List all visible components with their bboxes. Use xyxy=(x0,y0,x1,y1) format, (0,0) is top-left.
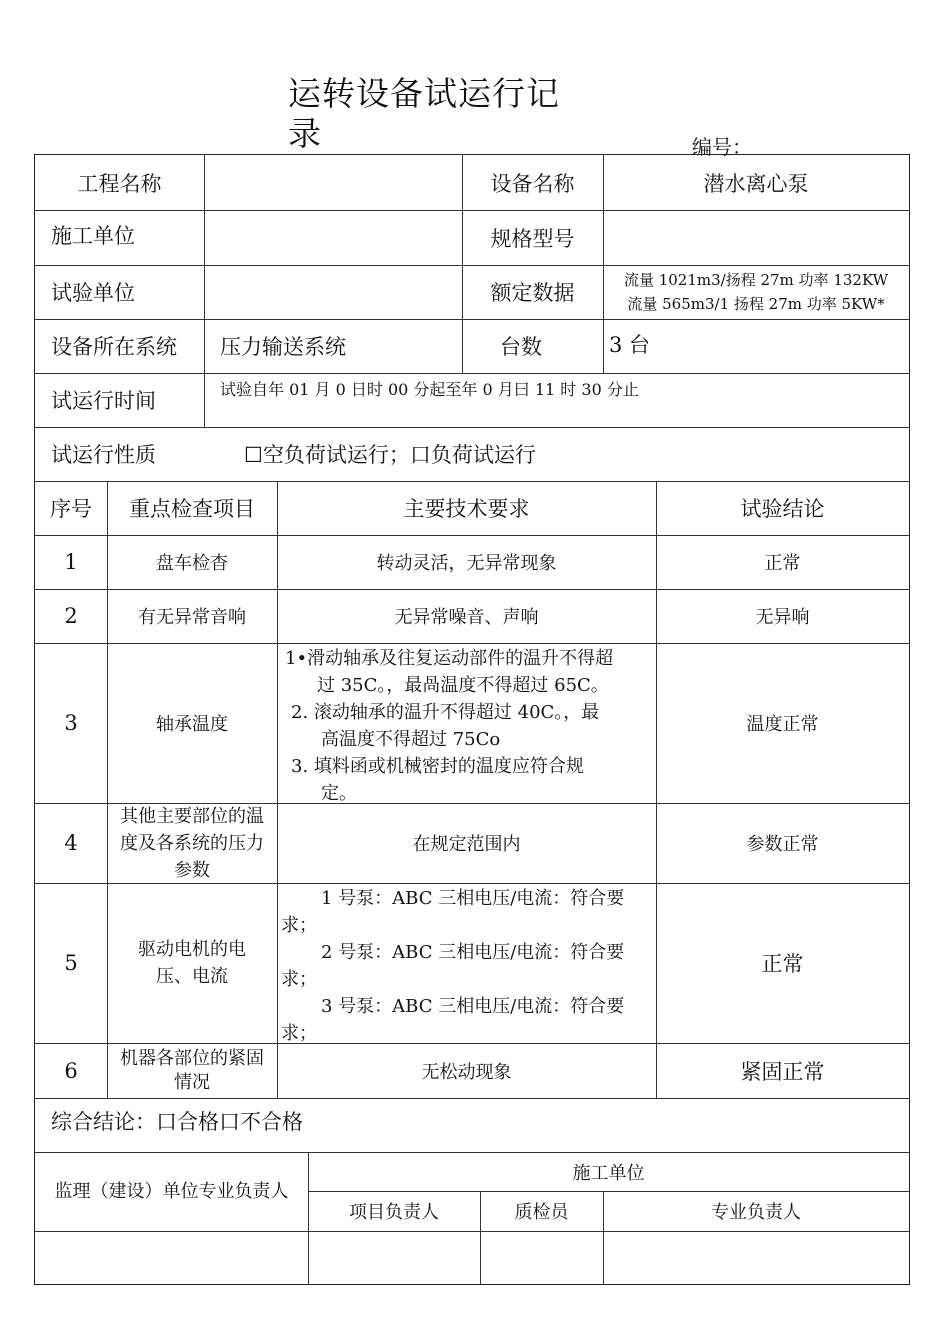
requirement-line: 2. 滚动轴承的温升不得超过 40C。，最 xyxy=(291,702,600,723)
check-6-requirement: 无松动现象 xyxy=(421,1061,512,1083)
contractor-sign-label: 施工单位 xyxy=(572,1162,645,1184)
check-6-no: 6 xyxy=(64,1058,78,1083)
test-unit-value xyxy=(204,265,462,319)
contractor-label: 施工单位 xyxy=(51,224,135,248)
check-4-item: 其他主要部位的温度及各系统的压力参数 xyxy=(120,805,264,881)
check-2-item: 有无异常音响 xyxy=(138,607,246,628)
document-title xyxy=(288,74,598,154)
rated-line-1: 流量 1021m3/扬程 27m 功率 132KW xyxy=(623,271,889,289)
title-line-1: 运转设备试运行记 xyxy=(288,74,560,113)
count-value: 3 台 xyxy=(609,333,651,357)
system-label: 设备所在系统 xyxy=(51,335,177,359)
check-5-result: 正常 xyxy=(761,952,804,976)
requirement-line: 3 号泵：ABC 三相电压/电流：符合要 xyxy=(321,996,625,1017)
requirement-line: 求； xyxy=(281,1023,317,1044)
check-1-result: 正常 xyxy=(764,553,801,574)
supervisor-signature-cell xyxy=(35,1231,308,1285)
inspector-signature-cell xyxy=(480,1231,603,1285)
check-6-result: 紧固正常 xyxy=(740,1059,825,1084)
check-2-result: 无异响 xyxy=(755,607,810,628)
serial-number-label: 编号： xyxy=(692,135,752,159)
check-1-item: 盘车检杳 xyxy=(156,553,228,574)
check-1-requirement: 转动灵活，无异常现象 xyxy=(376,553,557,574)
requirement-line: 1 号泵：ABC 三相电压/电流：符合要 xyxy=(321,888,625,909)
check-4-requirement: 在规定范围内 xyxy=(412,834,521,855)
rated-data-label: 额定数据 xyxy=(490,281,575,305)
check-3-result: 温度正常 xyxy=(746,714,819,735)
project-name-value xyxy=(204,155,462,210)
requirement-line: 定。 xyxy=(321,783,357,804)
trial-time-label: 试运行时间 xyxy=(51,389,156,413)
specialist-label: 专业负责人 xyxy=(711,1202,801,1223)
check-3-no: 3 xyxy=(64,711,78,735)
col-header-item: 重点检查项目 xyxy=(129,497,255,521)
requirement-line: 2 号泵：ABC 三相电压/电流：符合要 xyxy=(321,942,625,963)
test-unit-label: 试验单位 xyxy=(51,281,135,305)
overall-conclusion: 综合结论：口合格口不合格 xyxy=(51,1110,303,1134)
specialist-signature-cell xyxy=(603,1231,909,1285)
check-3-requirement xyxy=(277,643,656,803)
check-5-no: 5 xyxy=(64,951,78,975)
check-4-no: 4 xyxy=(64,831,78,855)
supervisor-lead-label: 监理（建设）单位专业负责人 xyxy=(54,1180,289,1202)
rated-line-2: 流量 565m3/1 扬程 27m 功率 5KW* xyxy=(627,295,885,313)
check-4-result: 参数正常 xyxy=(746,834,819,855)
equipment-name-label: 设备名称 xyxy=(490,171,575,196)
record-table xyxy=(34,154,910,1285)
requirement-line: 3. 填料函或机械密封的温度应符合规 xyxy=(291,756,584,777)
model-label: 规格型号 xyxy=(490,226,575,251)
requirement-line: 过 35C。，最咼温度不得超过 65C。 xyxy=(317,675,609,696)
check-5-requirement xyxy=(277,883,656,1043)
col-header-no: 序号 xyxy=(50,497,92,521)
check-2-no: 2 xyxy=(64,604,78,628)
requirement-line: 高温度不得超过 75Co xyxy=(321,729,501,750)
requirement-line: 求； xyxy=(281,969,317,990)
equipment-name-value: 潜水离心泵 xyxy=(703,171,809,196)
title-line-2: 录 xyxy=(288,114,322,153)
requirement-line: 1•滑动轴承及往复运动部件的温升不得超 xyxy=(285,648,614,669)
trial-nature-value: ☐空负荷试运行；口负荷试运行 xyxy=(244,443,536,467)
project-lead-signature-cell xyxy=(308,1231,480,1285)
inspector-label: 质检员 xyxy=(514,1202,569,1223)
col-header-requirement: 主要技术要求 xyxy=(403,497,530,521)
requirement-line: 求； xyxy=(281,915,317,936)
check-1-no: 1 xyxy=(64,550,78,574)
model-value xyxy=(603,210,909,265)
contractor-value xyxy=(204,210,462,265)
system-value: 压力输送系统 xyxy=(220,335,346,359)
col-header-result: 试验结论 xyxy=(740,497,825,521)
check-6-item: 机器各部位的紧固情况 xyxy=(120,1047,264,1093)
project-name-label: 工程名称 xyxy=(77,171,162,196)
check-5-item: 驱动电机的电压、电流 xyxy=(138,939,246,987)
check-3-item: 轴承温度 xyxy=(156,714,228,735)
rated-data-value xyxy=(603,265,909,319)
trial-time-value: 试验自年 01 月 0 日时 00 分起至年 0 月曰 11 时 30 分止 xyxy=(220,380,639,399)
count-label: 台数 xyxy=(500,335,542,359)
project-lead-label: 项目负责人 xyxy=(349,1202,439,1223)
check-2-requirement: 无异常噪音、声响 xyxy=(394,607,539,628)
trial-nature-label: 试运行性质 xyxy=(51,443,156,467)
